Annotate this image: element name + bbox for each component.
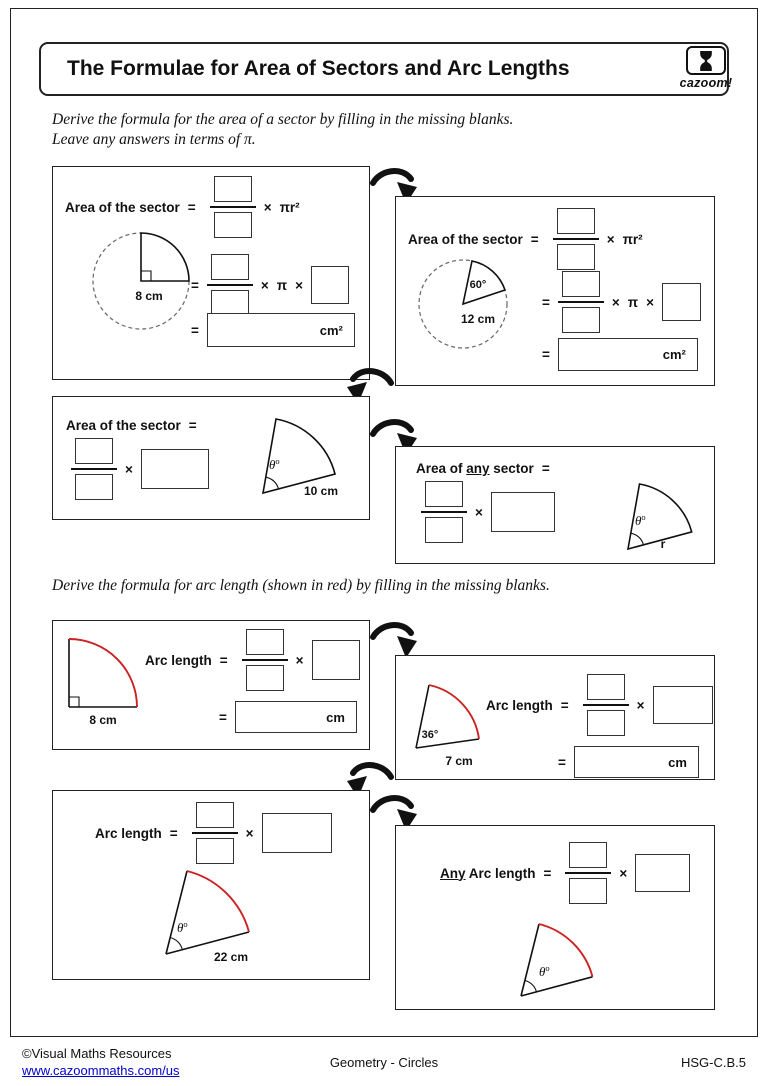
blank-box [491,492,555,532]
box5-formula-row2 [219,701,357,733]
cazoom-url-link[interactable]: www.cazoommaths.com/us [22,1063,180,1078]
box6-formula-row1 [486,674,713,736]
box1-formula-row3 [191,313,355,347]
sector-shape [263,419,335,493]
times-sign: × [619,865,628,881]
instruction-area-line1: Derive the formula for the area of a sector by filling in the missing blanks. [52,111,514,128]
blank-numerator [557,208,595,234]
radius-label: 12 cm [460,312,496,326]
blank-denominator [246,665,284,691]
cazoom-logo [678,46,734,90]
blank-numerator [214,176,252,202]
radius-label: 22 cm [213,950,249,964]
answer-box [558,338,698,371]
right-angle-icon [69,697,79,707]
page-title: The Formulae for Area of Sectors and Arc Lengths [67,57,570,80]
quarter-sector-shape [141,233,189,281]
blank-box [141,449,209,489]
fraction-bar [71,468,117,470]
times-sign: × [245,825,254,841]
fraction-bar [421,511,467,513]
box7-label: Arc length [95,825,162,841]
box-any-sector [395,446,715,564]
fraction-bar [583,704,629,706]
fraction-blank [207,254,253,316]
blank-box [311,266,349,304]
blank-denominator [75,474,113,500]
equals-sign: = [219,652,228,668]
fraction-bar [242,659,288,661]
times-sign: × [646,294,655,310]
instruction-area-line2: Leave any answers in terms of π. [52,131,256,148]
box4-label: Area of any sector [416,461,534,476]
box-sector-10cm [52,396,370,520]
equals-sign: = [191,322,199,338]
blank-numerator [562,271,600,297]
box6-formula-row2 [558,746,699,778]
fraction-blank [71,438,117,500]
fraction-bar [210,206,256,208]
blank-numerator [587,674,625,700]
theta-label: $\theta^o$ [177,919,188,935]
radius-label: r [660,537,666,551]
sector-theta-diagram [243,405,371,515]
cazoom-vase-icon [686,46,726,75]
theta-label: $\theta^o$ [539,963,550,979]
fraction-bar [558,301,604,303]
box4-formula-row [421,481,555,543]
times-sign: × [611,294,620,310]
equals-sign: = [542,347,550,362]
equals-sign: = [541,461,550,476]
blank-denominator [569,878,607,904]
box-sector-8cm [52,166,370,380]
fraction-blank [558,271,604,333]
fraction-blank [583,674,629,736]
copyright-text: ©Visual Maths Resources [22,1046,172,1061]
equals-sign: = [169,825,178,841]
fraction-blank [565,842,611,904]
radius-label: 7 cm [445,754,473,768]
fraction-blank [421,481,467,543]
box3-label-row [66,418,197,433]
equals-sign: = [188,418,197,433]
times-sign: × [606,231,615,247]
equals-sign: = [560,697,569,713]
blank-denominator [587,710,625,736]
instruction-arc: Derive the formula for arc length (shown in red) by filling in the missing blanks. [52,577,550,594]
box2-formula-row2 [542,271,701,333]
blank-numerator [196,802,234,828]
blank-numerator [75,438,113,464]
blank-box [635,854,690,892]
box-arc-36deg [395,655,715,780]
blank-denominator [214,212,252,238]
equals-sign: = [187,199,196,215]
box3-label: Area of the sector [66,418,181,433]
sector-22cm-diagram [153,856,323,976]
equals-sign: = [191,277,199,293]
answer-box [574,746,699,778]
fraction-bar [207,284,253,286]
box8-formula-row [440,842,690,904]
pi-r-squared: πr² [279,199,300,215]
sector-60-diagram [410,253,520,363]
pi-r-squared: πr² [622,231,643,247]
equals-sign: = [530,231,539,247]
box1-label: Area of the sector [65,199,180,215]
fraction-blank [242,629,288,691]
quarter-sector-diagram [85,225,197,337]
blank-box [262,813,332,853]
fraction-bar [553,238,599,240]
blank-box [662,283,701,321]
radius-label: 8 cm [89,713,117,727]
blank-box [653,686,713,724]
answer-box [235,701,357,733]
angle-arc-icon [170,938,182,950]
box2-label: Area of the sector [408,231,523,247]
box3-formula-row [71,438,209,500]
pi-sign: π [276,277,288,293]
box2-formula-row3 [542,338,698,371]
unit-label: cm [668,754,687,770]
theta-label: $\theta^o$ [269,456,280,472]
times-sign: × [295,277,304,293]
equals-sign: = [543,865,552,881]
box-any-arc [395,825,715,1010]
times-sign: × [125,461,133,477]
box-sector-60deg [395,196,715,386]
radius-label: 8 cm [135,289,163,303]
blank-denominator [425,517,463,543]
box6-label: Arc length [486,697,553,713]
equals-sign: = [219,709,227,725]
any-underlined: Any [440,865,466,881]
blank-denominator [557,244,595,270]
sector-r-diagram [608,455,713,561]
header [39,42,729,96]
fraction-blank [210,176,256,238]
blank-numerator [211,254,249,280]
sector-any-diagram [491,908,671,1008]
times-sign: × [295,652,304,668]
blank-numerator [246,629,284,655]
times-sign: × [475,504,483,520]
theta-label: $\theta^o$ [635,512,646,528]
pi-sign: π [627,294,639,310]
box1-formula-row2 [191,254,349,316]
radius-label: 10 cm [303,484,339,498]
box-arc-22cm [52,790,370,980]
unit-label: cm² [662,347,686,362]
box-arc-8cm [52,620,370,750]
blank-denominator [562,307,600,333]
blank-box [312,640,360,680]
unit-label: cm² [319,322,343,338]
logo-text: cazoom! [679,76,733,90]
any-underlined: any [466,461,490,476]
instruction-area [52,110,513,150]
unit-label: cm [326,709,345,725]
box4-label-row [416,461,550,476]
box5-label: Arc length [145,652,212,668]
fraction-bar [192,832,238,834]
fraction-blank [192,802,238,864]
red-arc [187,871,249,932]
answer-box [207,313,355,347]
angle-arc-icon [525,981,537,992]
times-sign: × [260,277,269,293]
angle-label: 60° [469,279,487,291]
fraction-bar [565,872,611,874]
equals-sign: = [558,754,566,770]
box8-label: Any Arc length [440,865,536,881]
fraction-blank [553,208,599,270]
footer-topic: Geometry - Circles [329,1055,439,1070]
angle-label: 36° [421,729,439,741]
blank-numerator [425,481,463,507]
radius-lines [521,924,593,996]
box7-formula-row [95,802,332,864]
blank-numerator [569,842,607,868]
box5-formula-row1 [145,629,360,691]
equals-sign: = [542,294,550,310]
times-sign: × [263,199,272,215]
worksheet-code: HSG-C.B.5 [680,1055,746,1070]
times-sign: × [636,697,645,713]
